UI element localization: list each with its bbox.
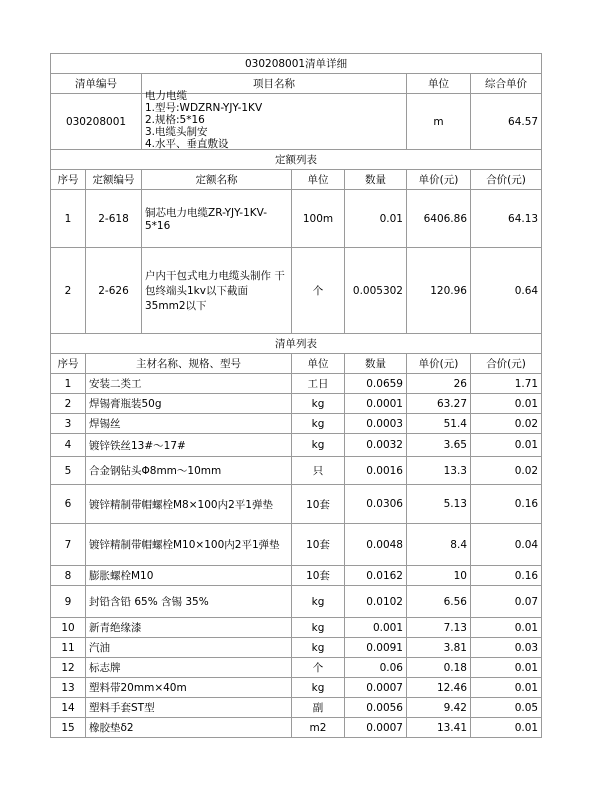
material-total: 0.03 <box>471 638 542 658</box>
material-seq: 8 <box>51 566 86 586</box>
material-seq: 12 <box>51 658 86 678</box>
material-section-row <box>51 334 542 354</box>
material-price: 51.4 <box>407 414 471 434</box>
material-qty-header: 数量 <box>345 354 407 374</box>
material-name: 封铅含铅 65% 含锡 35% <box>86 586 292 618</box>
material-row <box>51 524 542 566</box>
bill-code: 030208001 <box>51 94 142 150</box>
quota-row <box>51 190 542 248</box>
quota-header-row <box>51 170 542 190</box>
material-header-row <box>51 354 542 374</box>
quota-section-title: 定额列表 <box>51 150 542 170</box>
material-name: 镀锌精制带帽螺栓M10×100内2平1弹垫 <box>86 524 292 566</box>
material-unit: kg <box>292 638 345 658</box>
material-seq: 15 <box>51 718 86 738</box>
material-unit: kg <box>292 586 345 618</box>
material-price: 9.42 <box>407 698 471 718</box>
material-price: 10 <box>407 566 471 586</box>
material-name: 镀锌精制带帽螺栓M8×100内2平1弹垫 <box>86 485 292 524</box>
bill-description: 电力电缆 1.型号:WDZRN-YJY-1KV 2.规格:5*16 3.电缆头制安 4.水平、垂直敷设 <box>145 90 263 150</box>
material-name: 安装二类工 <box>86 374 292 394</box>
material-qty: 0.0007 <box>345 718 407 738</box>
bill-row <box>51 94 542 150</box>
material-row <box>51 618 542 638</box>
material-total: 0.01 <box>471 434 542 457</box>
material-qty: 0.0091 <box>345 638 407 658</box>
quota-total-header: 合价(元) <box>471 170 542 190</box>
material-seq: 11 <box>51 638 86 658</box>
material-seq: 14 <box>51 698 86 718</box>
table-title: 030208001清单详细 <box>51 54 542 74</box>
quota-qty: 0.005302 <box>345 248 407 334</box>
quota-price: 6406.86 <box>407 190 471 248</box>
material-seq: 9 <box>51 586 86 618</box>
quota-unit-header: 单位 <box>292 170 345 190</box>
material-price: 63.27 <box>407 394 471 414</box>
material-total: 0.16 <box>471 485 542 524</box>
quota-unit: 个 <box>292 248 345 334</box>
material-name-header: 主材名称、规格、型号 <box>86 354 292 374</box>
material-qty: 0.0102 <box>345 586 407 618</box>
material-row <box>51 678 542 698</box>
material-total: 0.04 <box>471 524 542 566</box>
material-seq: 6 <box>51 485 86 524</box>
material-name: 塑料带20mm×40m <box>86 678 292 698</box>
material-price: 0.18 <box>407 658 471 678</box>
quota-qty: 0.01 <box>345 190 407 248</box>
material-price: 3.65 <box>407 434 471 457</box>
material-price: 5.13 <box>407 485 471 524</box>
material-unit: 10套 <box>292 485 345 524</box>
material-price: 6.56 <box>407 586 471 618</box>
quota-code-header: 定额编号 <box>86 170 142 190</box>
material-qty: 0.0007 <box>345 678 407 698</box>
material-qty: 0.0016 <box>345 457 407 485</box>
quota-code: 2-626 <box>86 248 142 334</box>
quota-price-header: 单价(元) <box>407 170 471 190</box>
material-price: 8.4 <box>407 524 471 566</box>
material-total: 0.01 <box>471 618 542 638</box>
material-name: 焊锡膏瓶装50g <box>86 394 292 414</box>
material-total: 0.01 <box>471 718 542 738</box>
material-total: 0.01 <box>471 678 542 698</box>
material-unit: kg <box>292 434 345 457</box>
material-qty: 0.0306 <box>345 485 407 524</box>
material-unit: 个 <box>292 658 345 678</box>
material-unit: kg <box>292 414 345 434</box>
material-qty: 0.0659 <box>345 374 407 394</box>
material-unit: 只 <box>292 457 345 485</box>
material-unit: kg <box>292 678 345 698</box>
quota-section-row <box>51 150 542 170</box>
material-seq: 5 <box>51 457 86 485</box>
material-row <box>51 698 542 718</box>
material-name: 镀锌铁丝13#～17# <box>86 434 292 457</box>
material-price: 7.13 <box>407 618 471 638</box>
quota-total: 64.13 <box>471 190 542 248</box>
material-total: 0.07 <box>471 586 542 618</box>
material-unit: 10套 <box>292 524 345 566</box>
bill-unit: m <box>407 94 471 150</box>
material-seq-header: 序号 <box>51 354 86 374</box>
material-seq: 1 <box>51 374 86 394</box>
material-seq: 2 <box>51 394 86 414</box>
material-name: 橡胶垫δ2 <box>86 718 292 738</box>
quota-seq-header: 序号 <box>51 170 86 190</box>
material-qty: 0.0003 <box>345 414 407 434</box>
material-row <box>51 434 542 457</box>
material-name: 合金钢钻头Φ8mm～10mm <box>86 457 292 485</box>
material-row <box>51 485 542 524</box>
material-qty: 0.0162 <box>345 566 407 586</box>
material-section-title: 清单列表 <box>51 334 542 354</box>
quota-seq: 2 <box>51 248 86 334</box>
material-seq: 3 <box>51 414 86 434</box>
quota-unit: 100m <box>292 190 345 248</box>
material-seq: 7 <box>51 524 86 566</box>
material-row <box>51 658 542 678</box>
quota-row <box>51 248 542 334</box>
material-unit-header: 单位 <box>292 354 345 374</box>
material-unit: 10套 <box>292 566 345 586</box>
material-row <box>51 566 542 586</box>
material-qty: 0.001 <box>345 618 407 638</box>
material-row <box>51 394 542 414</box>
material-price-header: 单价(元) <box>407 354 471 374</box>
quota-seq: 1 <box>51 190 86 248</box>
material-row <box>51 586 542 618</box>
material-row <box>51 718 542 738</box>
material-qty: 0.0032 <box>345 434 407 457</box>
quota-code: 2-618 <box>86 190 142 248</box>
material-row <box>51 457 542 485</box>
material-seq: 10 <box>51 618 86 638</box>
material-unit: m2 <box>292 718 345 738</box>
material-price: 26 <box>407 374 471 394</box>
material-row <box>51 374 542 394</box>
bill-code-header: 清单编号 <box>51 74 142 94</box>
material-total: 0.02 <box>471 457 542 485</box>
material-unit: 工日 <box>292 374 345 394</box>
material-total: 1.71 <box>471 374 542 394</box>
material-seq: 4 <box>51 434 86 457</box>
quota-qty-header: 数量 <box>345 170 407 190</box>
material-name: 焊锡丝 <box>86 414 292 434</box>
material-qty: 0.0056 <box>345 698 407 718</box>
material-name: 膨胀螺栓M10 <box>86 566 292 586</box>
material-qty: 0.0048 <box>345 524 407 566</box>
material-price: 3.81 <box>407 638 471 658</box>
table-body <box>51 54 542 738</box>
material-qty: 0.0001 <box>345 394 407 414</box>
material-name: 塑料手套ST型 <box>86 698 292 718</box>
material-row <box>51 638 542 658</box>
quota-name: 户内干包式电力电缆头制作 干包终端头1kv以下截面35mm2以下 <box>142 248 292 334</box>
material-total-header: 合价(元) <box>471 354 542 374</box>
bill-unit-header: 单位 <box>407 74 471 94</box>
quota-total: 0.64 <box>471 248 542 334</box>
material-qty: 0.06 <box>345 658 407 678</box>
material-price: 13.41 <box>407 718 471 738</box>
material-total: 0.01 <box>471 658 542 678</box>
material-seq: 13 <box>51 678 86 698</box>
material-unit: kg <box>292 394 345 414</box>
material-total: 0.02 <box>471 414 542 434</box>
material-total: 0.05 <box>471 698 542 718</box>
material-total: 0.16 <box>471 566 542 586</box>
bill-detail-table <box>50 53 542 738</box>
quota-name-header: 定额名称 <box>142 170 292 190</box>
material-name: 新青绝缘漆 <box>86 618 292 638</box>
material-price: 13.3 <box>407 457 471 485</box>
material-unit: 副 <box>292 698 345 718</box>
material-total: 0.01 <box>471 394 542 414</box>
bill-name-header: 项目名称 <box>142 74 407 94</box>
title-row <box>51 54 542 74</box>
material-name: 标志牌 <box>86 658 292 678</box>
bill-price: 64.57 <box>471 94 542 150</box>
material-price: 12.46 <box>407 678 471 698</box>
bill-price-header: 综合单价 <box>471 74 542 94</box>
material-row <box>51 414 542 434</box>
material-unit: kg <box>292 618 345 638</box>
quota-price: 120.96 <box>407 248 471 334</box>
material-name: 汽油 <box>86 638 292 658</box>
quota-name: 铜芯电力电缆ZR-YJY-1KV-5*16 <box>142 190 292 248</box>
bill-description-cell <box>142 90 407 150</box>
